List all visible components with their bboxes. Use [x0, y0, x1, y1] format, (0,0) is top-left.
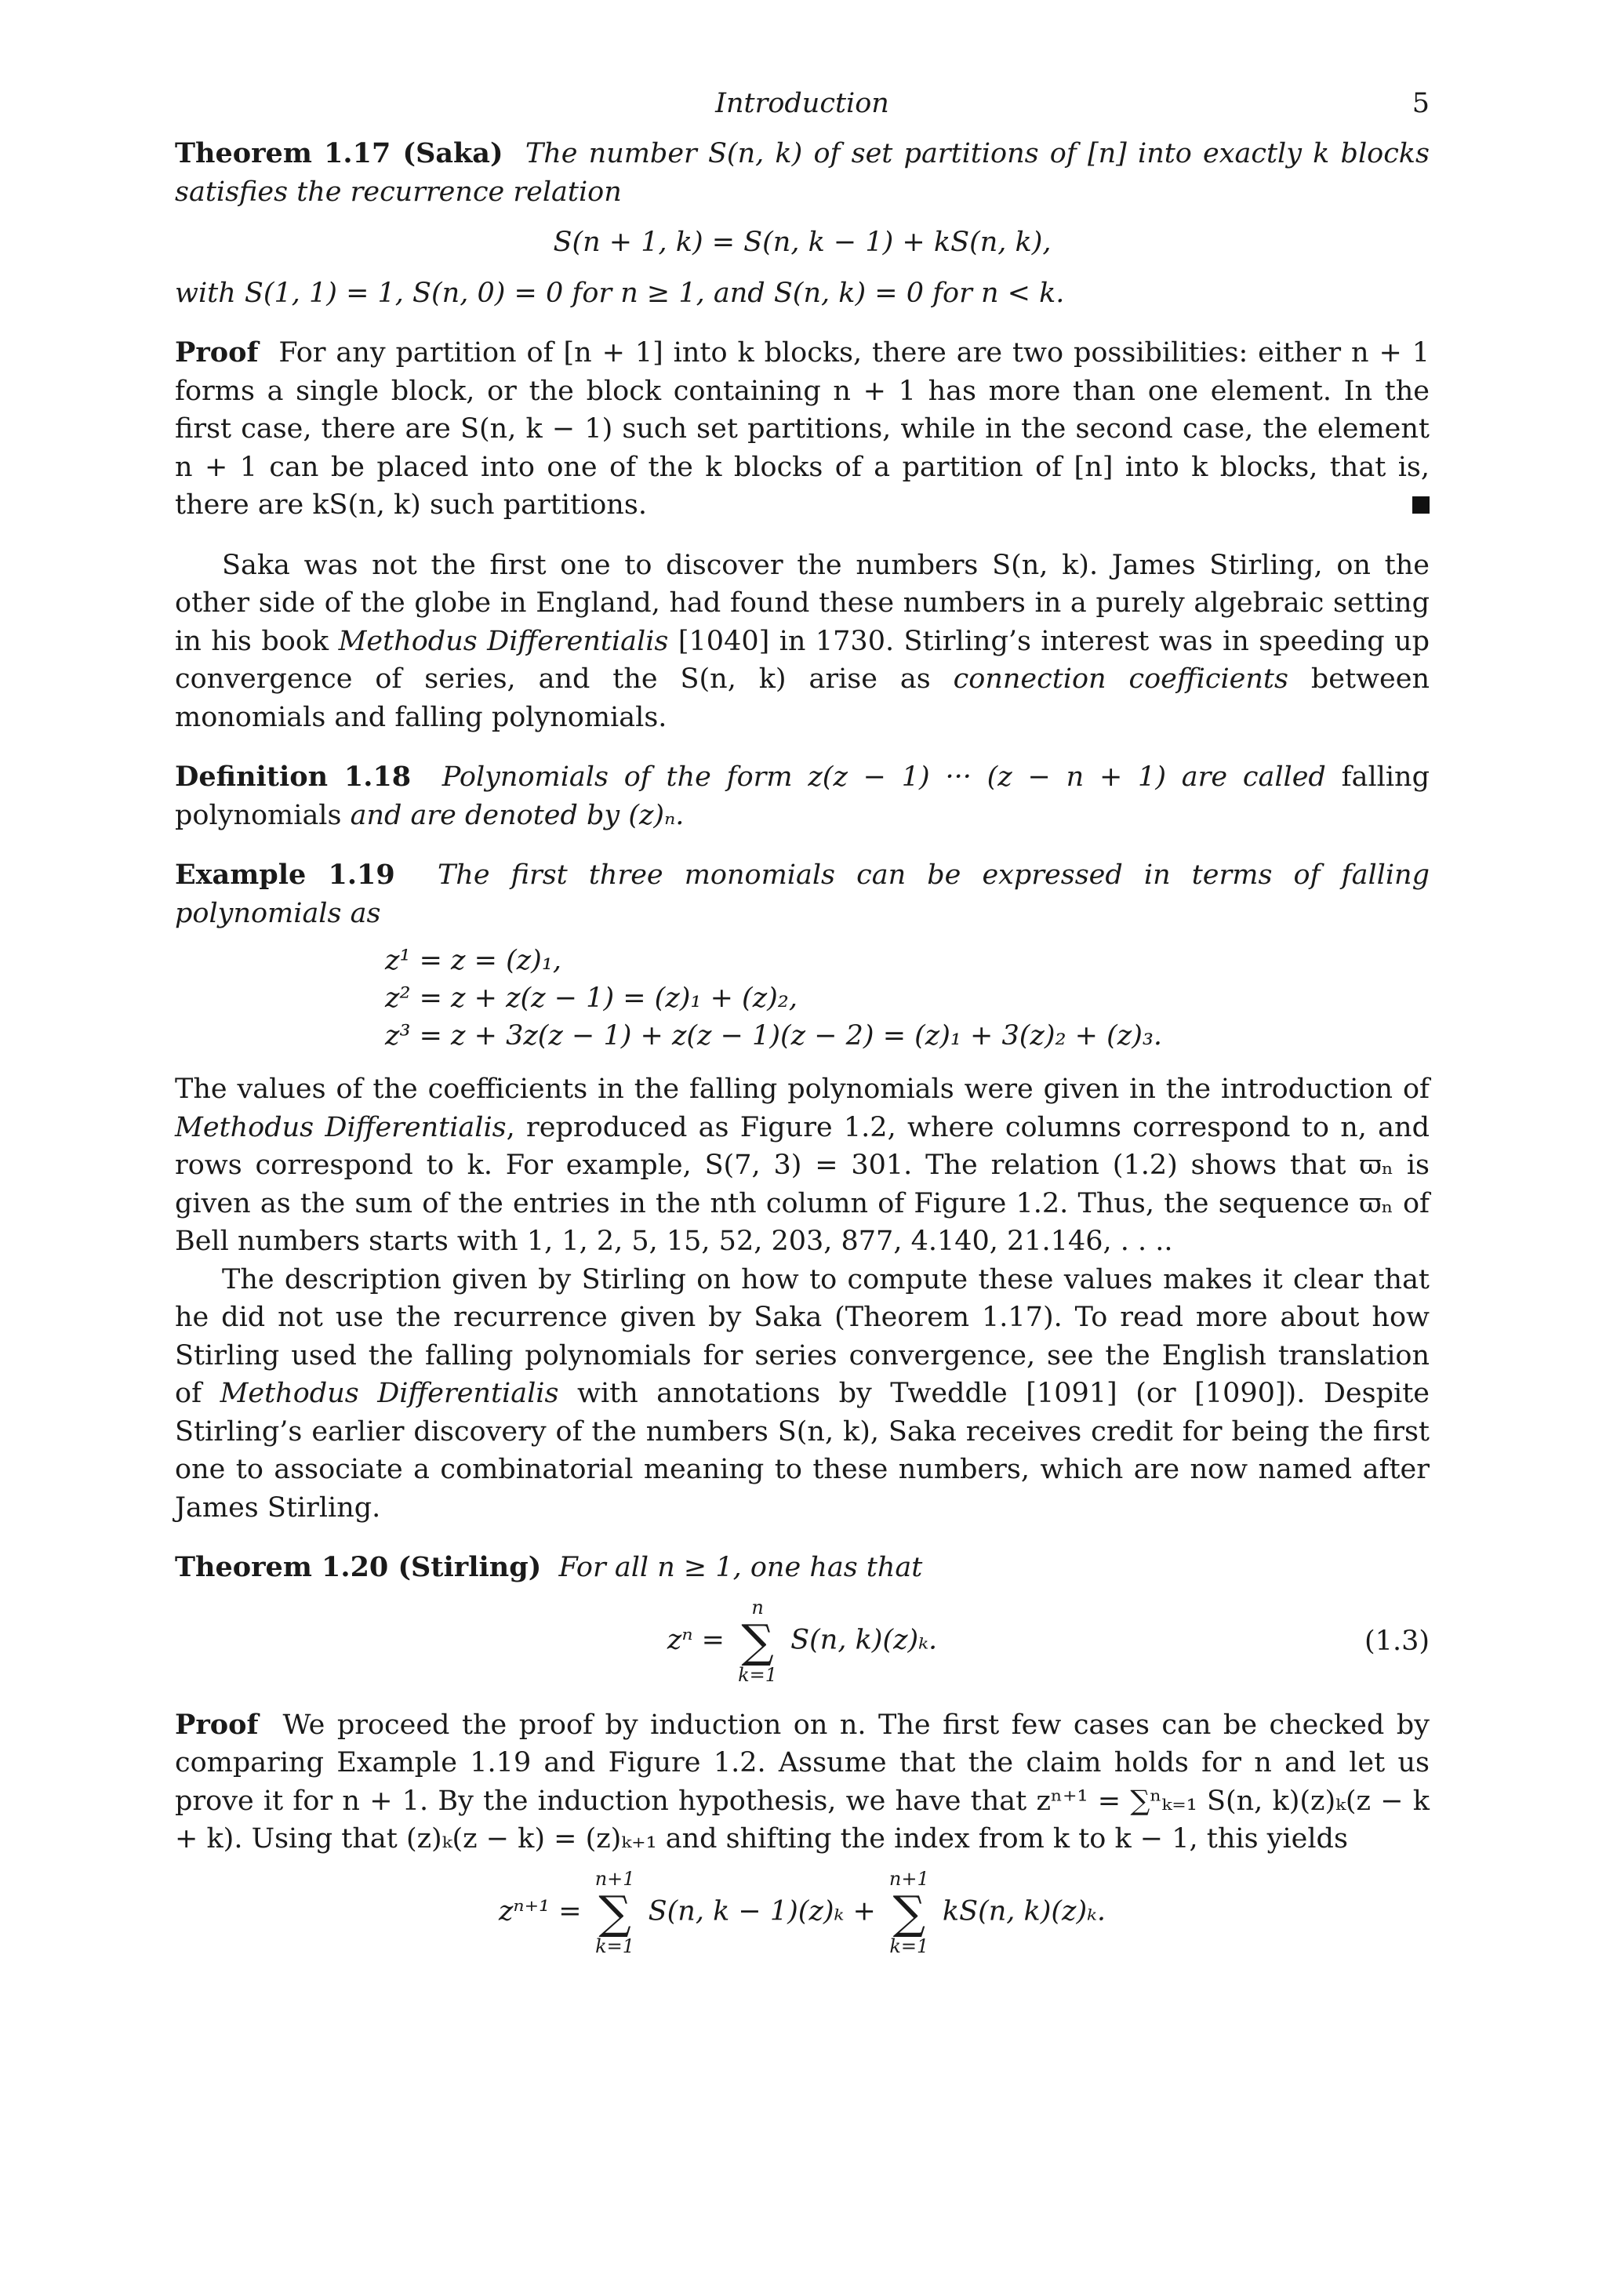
example-text: The first three monomials can be expressed in terms of falling polynomials as — [175, 859, 1430, 929]
sum-lower-limit: k=1 — [738, 1663, 778, 1686]
summation-symbol: n+1 ∑ k=1 — [888, 1867, 929, 1957]
proof-1-20 — [175, 1706, 1430, 1956]
book-title: Methodus Differentialis — [175, 1111, 507, 1143]
example-label: Example 1.19 — [175, 859, 395, 891]
equation-term: S(n, k − 1)(z)ₖ + — [648, 1895, 876, 1927]
equation-1-3 — [175, 1598, 1430, 1684]
book-title: Methodus Differentialis — [338, 625, 669, 657]
theorem-1-20 — [175, 1549, 1430, 1684]
proof-text: We proceed the proof by induction on n. The first few cases can be checked by comparing Example 1.19 and Figure 1.2. Assume that the claim holds for n and let us prove it for n + 1. By the induction hypothesis, we have that zⁿ⁺¹ = ∑ⁿₖ₌₁ S(n, k)(z)ₖ(z − k + k). Using that (z)ₖ(z − k) = (z)ₖ₊₁ and shifting the index from k to k − 1, this yields — [175, 1709, 1430, 1855]
sum-lower-limit: k=1 — [889, 1935, 929, 1957]
equation-rhs: S(n, k)(z)ₖ. — [790, 1624, 938, 1655]
proof-text: For any partition of [n + 1] into k blocks, there are two possibilities: either n + 1 forms a single block, or the block containing n + 1 has more than one element. In the first case, there are S(n, k − 1) such set partitions, while in the second case, the element n + 1 can be placed into one of the k blocks of a partition of [n] into k blocks, that is, there are kS(n, k) such partitions. — [175, 337, 1430, 521]
paragraph-values — [175, 1070, 1430, 1261]
definition-1-18 — [175, 758, 1430, 834]
equation-lhs: zⁿ = — [667, 1624, 725, 1655]
theorem-label: Theorem 1.20 (Stirling) — [175, 1551, 542, 1583]
example-equations — [385, 942, 1430, 1055]
theorem-1-17 — [175, 135, 1430, 312]
paragraph-stirling — [175, 547, 1430, 737]
paragraph-text: The values of the coefficients in the falling polynomials were given in the introduction of — [175, 1074, 1430, 1105]
qed-square-icon — [1412, 496, 1430, 514]
defined-term: falling polynomials — [175, 761, 1430, 831]
running-head — [175, 78, 1430, 125]
theorem-conditions: with S(1, 1) = 1, S(n, 0) = 0 for n ≥ 1, and S(n, k) = 0 for n < k. — [175, 277, 1065, 309]
sum-lower-limit: k=1 — [595, 1935, 635, 1957]
theorem-label: Theorem 1.17 (Saka) — [175, 137, 503, 169]
proof-label: Proof — [175, 1708, 259, 1741]
definition-text: and are denoted by (z)ₙ. — [350, 799, 685, 831]
page-number: 5 — [1412, 88, 1430, 119]
book-title: Methodus Differentialis — [220, 1378, 559, 1409]
paragraph-text: [1040] in 1730. Stirling’s interest was in speeding up convergence of series, and the S(n, k) arise as — [175, 625, 1430, 695]
sum-upper-limit: n+1 — [888, 1867, 929, 1890]
paragraph-description — [175, 1261, 1430, 1528]
paragraph-text: The description given by Stirling on how to compute these values makes it clear that he did not use the recurrence given by Saka (Theorem 1.17). To read more about how Stirling used the falling polynomials for series convergence, see the English translation of — [175, 1263, 1430, 1409]
emphasized-term: connection coefficients — [953, 663, 1288, 695]
equation-line: z³ = z + 3z(z − 1) + z(z − 1)(z − 2) = (z)₁ + 3(z)₂ + (z)₃. — [385, 1020, 1163, 1052]
definition-text: Polynomials of the form z(z − 1) ··· (z − n + 1) are called — [441, 761, 1326, 793]
theorem-statement: The number S(n, k) of set partitions of [n] into exactly k blocks satisfies the recurrence relation — [175, 138, 1430, 208]
paragraph-text: with annotations by Tweddle [1091] (or [1090]). Despite Stirling’s earlier discovery of the numbers S(n, k), Saka receives credit for being the first one to associate a combinatorial meaning to these numbers, which are now named after James Stirling. — [175, 1378, 1430, 1524]
equation-term: kS(n, k)(z)ₖ. — [942, 1895, 1106, 1927]
theorem-statement: For all n ≥ 1, one has that — [558, 1552, 923, 1583]
running-head-title: Introduction — [715, 88, 889, 119]
summation-symbol: n+1 ∑ k=1 — [594, 1867, 635, 1957]
equation-line: z¹ = z = (z)₁, — [385, 945, 561, 976]
summation-symbol: n ∑ k=1 — [738, 1596, 778, 1686]
definition-label: Definition 1.18 — [175, 761, 412, 793]
final-equation — [175, 1869, 1430, 1956]
sum-upper-limit: n+1 — [594, 1867, 635, 1890]
paragraph-text: between monomials and falling polynomials. — [175, 663, 1430, 733]
equation-line: z² = z + z(z − 1) = (z)₁ + (z)₂, — [385, 983, 798, 1014]
recurrence-equation: S(n + 1, k) = S(n, k − 1) + kS(n, k), — [553, 227, 1052, 258]
equation-number: (1.3) — [1364, 1625, 1430, 1657]
paragraph-text: Saka was not the first one to discover the numbers S(n, k). James Stirling, on the other side of the globe in England, had found these numbers in a purely algebraic setting in his book — [175, 549, 1430, 657]
proof-1-17 — [175, 334, 1430, 525]
example-1-19 — [175, 856, 1430, 1055]
page-body — [175, 78, 1430, 1967]
equation-lhs: zⁿ⁺¹ = — [498, 1895, 582, 1927]
sum-upper-limit: n — [751, 1596, 764, 1618]
paragraph-text: , reproduced as Figure 1.2, where columns correspond to n, and rows correspond to k. For example, S(7, 3) = 301. The relation (1.2) shows that ϖₙ is given as the sum of the entries in the nth column of Figure 1.2. Thus, the sequence ϖₙ of Bell numbers starts with 1, 1, 2, 5, 15, 52, 203, 877, 4.140, 21.146, . . .. — [175, 1111, 1430, 1257]
proof-label: Proof — [175, 336, 259, 369]
